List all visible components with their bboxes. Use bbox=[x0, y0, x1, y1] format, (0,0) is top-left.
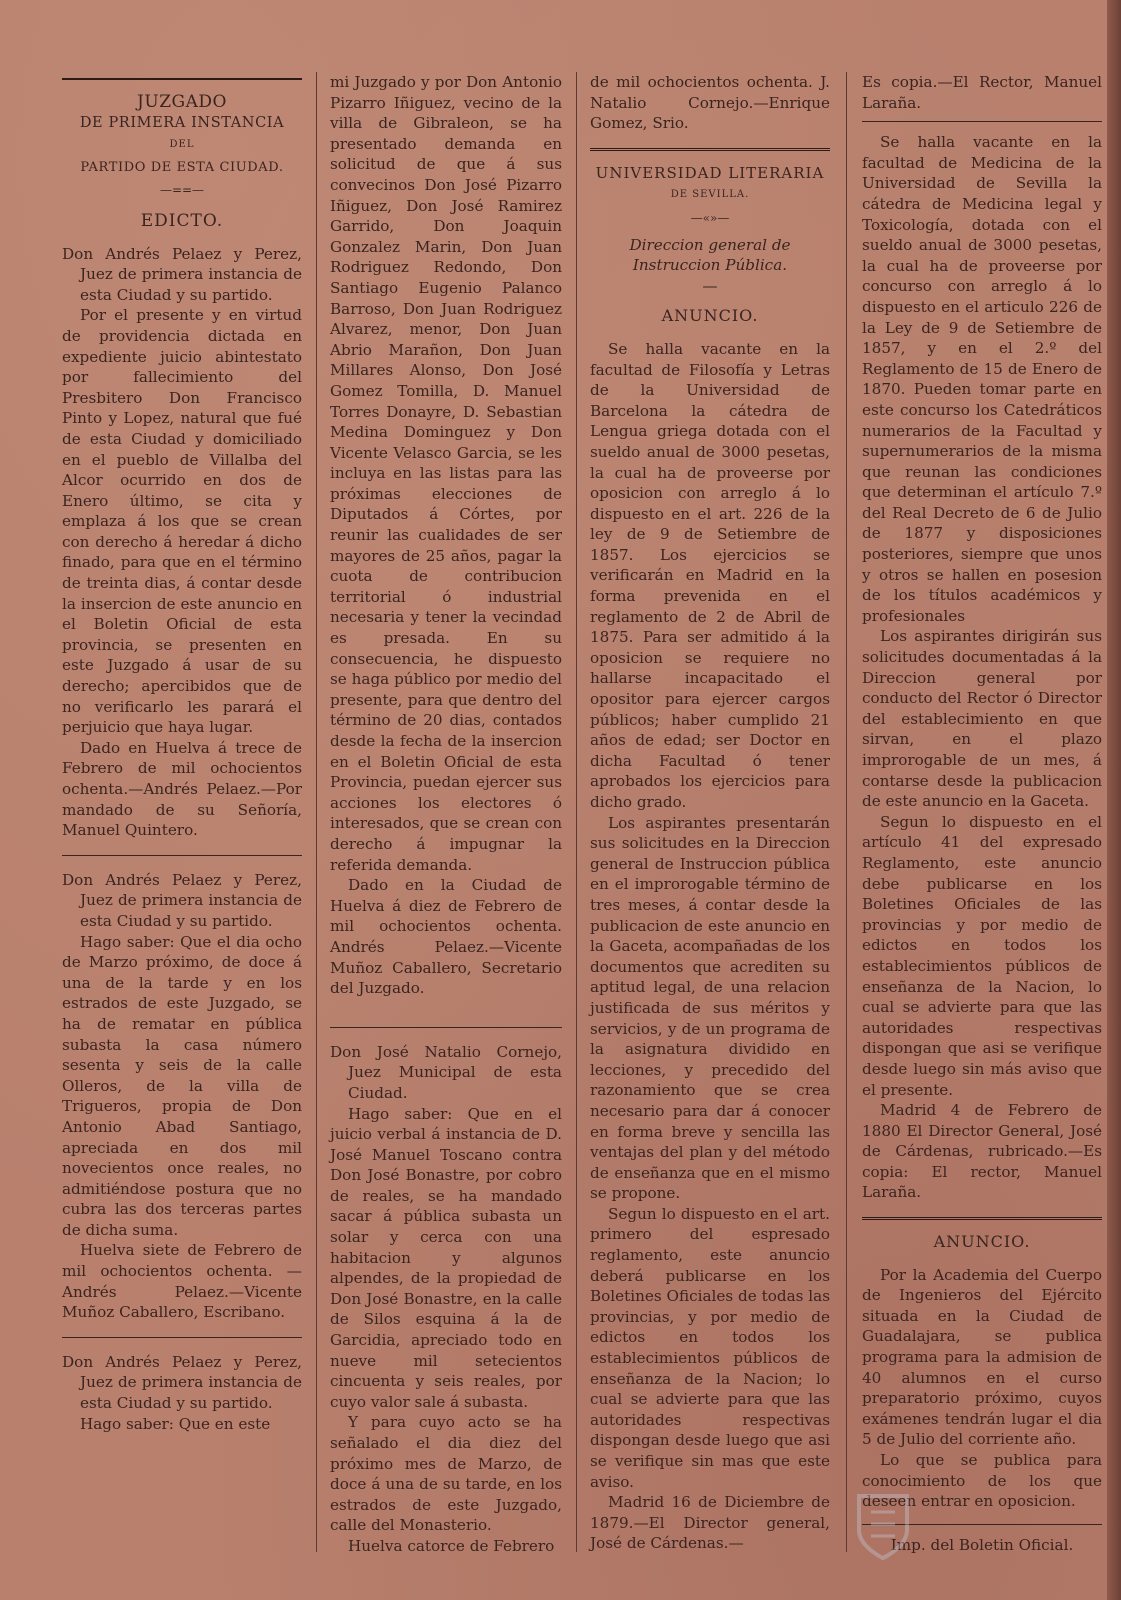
medicine-vacancy: Se halla vacante en la facultad de Medicina de la Universidad de Sevilla la cátedra de Medicina legal y Toxicología, dotada con el sueldo anual de 3000 pesetas, la cual ha de proveerse por concurso con arreglo á lo dispuesto en el articulo 226 de la Ley de 9 de Setiembre de 1857, y en el 2.º del Reglamento de 15 de Enero de 1870. Pueden tomar parte en este concurso los Catedráticos numerarios de la Facultad y supernumerarios de la misma que reunan las condiciones que determinan el artículo 7.º del Real Decreto de 6 de Julio de 1877 y disposiciones posteriores, siempre que unos y otros se hallen en posesion de los títulos académicos y profesionales bbox=[862, 133, 1102, 625]
edicto-heading: EDICTO. bbox=[140, 210, 224, 231]
anuncio-signature: Madrid 16 de Diciembre de 1879.—El Director general, José de Cárdenas.— bbox=[590, 1493, 830, 1553]
academy-note: Lo que se publica para conocimiento de los que deseen entrar en oposicion. bbox=[862, 1451, 1102, 1511]
dash: — bbox=[702, 276, 718, 295]
imprint: Imp. del Boletin Oficial. bbox=[890, 1535, 1074, 1554]
column-4 bbox=[862, 72, 1102, 1580]
municipal-continuation: de mil ochocientos ochenta. J. Natalio Cornejo.—Enrique Gomez, Srio. bbox=[590, 73, 830, 133]
municipal-header: Don José Natalio Cornejo, Juez Municipal de esta Ciudad. bbox=[330, 1042, 562, 1102]
column-1 bbox=[62, 72, 302, 1580]
separator-rule bbox=[330, 1027, 562, 1028]
edict-2-body: Hago saber: Que el dia ocho de Marzo próximo, de doce á una de la tarde y en los estrados de este Juzgado, se ha de rematar en pública subasta la casa número sesenta y seis de la calle Olleros, de la villa de Trigueros, propia de Don Antonio Abad Santiago, apreciada en dos mil novecientos once reales, no admitiéndose postura que no cubra las dos terceras partes de dicha suma. bbox=[62, 932, 302, 1239]
edict-1-signature: Dado en Huelva á trece de Febrero de mil ochocientos ochenta.—Andrés Pelaez.—Por mandado de su Señoría, Manuel Quintero. bbox=[62, 738, 302, 840]
edict-2-header: Don Andrés Pelaez y Perez, Juez de primera instancia de esta Ciudad y su partido. bbox=[62, 870, 302, 930]
column-divider bbox=[846, 72, 847, 1552]
municipal-date: Y para cuyo acto se ha señalado el dia diez del próximo mes de Marzo, de doce á una de su tarde, en los estrados de este Juzgado, calle del Monasterio. bbox=[330, 1413, 562, 1535]
direction-title: Direccion general de Instruccion Pública. bbox=[629, 235, 791, 275]
copy-note: Es copia.—El Rector, Manuel Laraña. bbox=[862, 73, 1102, 112]
demand-body: mi Juzgado y por Don Antonio Pizarro Iñiguez, vecino de la villa de Gibraleon, se ha presentado demanda en solicitud de que á sus convecinos Don José Pizarro Iñiguez, Don José Ramirez Garrido, Don Joaquin Gonzalez Marin, Don Juan Rodriguez Redondo, Don Santiago Eugenio Palanco Barroso, Don Juan Rodriguez Alvarez, menor, Don Juan Abrio Marañon, Don Juan Millares Alonso, Don José Gomez Tomilla, D. Manuel Torres Donayre, D. Sebastian Medina Dominguez y Don Vicente Velasco Garcia, se les incluya en las listas para las próximas elecciones de Diputados á Córtes, por reunir las cualidades de ser mayores de 25 años, pagar la cuota de contribucion territorial ó industrial necesaria y tener la vecindad es presada. En su consecuencia, he dispuesto se haga público por medio del presente, para que dentro del término de 20 dias, contados desde la fecha de la insercion en el Boletin Oficial de esta Provincia, puedan ejercer sus acciones los electores ó interesados, que se crean con derecho á impugnar la referida demanda. bbox=[330, 73, 562, 874]
medicine-publication: Segun lo dispuesto en el artículo 41 del expresado Reglamento, este anuncio debe publicarse en los Boletines Oficiales de las provincias y por medio de edictos en todos los establecimientos públicos de enseñanza de la Nacion, lo cual se advierte para que las autoridades respectivas dispongan que asi se verifique desde luego sin más aviso que el presente. bbox=[862, 812, 1102, 1099]
university-subtitle: DE SEVILLA. bbox=[670, 189, 750, 201]
double-rule bbox=[862, 1217, 1102, 1220]
academy-notice: Por la Academia del Cuerpo de Ingenieros del Ejército situada en la Ciudad de Guadalajara, se publica programa para la admision de 40 alumnos en el curso preparatorio próximo, cuyos exámenes tendrán lugar el dia 5 de Julio del corriente año. bbox=[862, 1265, 1102, 1449]
edict-3-header: Don Andrés Pelaez y Perez, Juez de primera instancia de esta Ciudad y su partido. bbox=[62, 1352, 302, 1413]
column-divider bbox=[576, 72, 577, 1552]
court-subtitle: DE PRIMERA INSTANCIA bbox=[79, 114, 285, 131]
medicine-applicants: Los aspirantes dirigirán sus solicitudes documentadas á la Direccion general por conducto del Rector ó Director del establecimiento en que sirvan, en el plazo improrogable de un mes, á contarse desde la publicacion de este anuncio en la Gaceta. bbox=[862, 627, 1102, 811]
ornament: —«»— bbox=[690, 210, 730, 225]
municipal-place: Huelva catorce de Febrero bbox=[348, 1536, 555, 1555]
edict-1-header: Don Andrés Pelaez y Perez, Juez de primera instancia de esta Ciudad y su partido. bbox=[62, 244, 302, 304]
university-title: UNIVERSIDAD LITERARIA bbox=[595, 163, 825, 182]
page-edge bbox=[1107, 0, 1121, 1600]
separator-rule bbox=[862, 121, 1102, 122]
edict-2-signature: Huelva siete de Febrero de mil ochocientos ochenta. —Andrés Pelaez.—Vicente Muñoz Caballero, Escribano. bbox=[62, 1241, 302, 1322]
court-del: DEL bbox=[169, 139, 195, 151]
anuncio-heading: ANUNCIO. bbox=[661, 306, 759, 326]
anuncio-body-3: Segun lo dispuesto en el art. primero del espresado reglamento, este anuncio deberá publicarse en los Boletines Oficiales de todas las provincias, y por medio de edictos en todos los establecimientos públicos de enseñanza de la Nacion; lo cual se advierte para que las autoridades respectivas dispongan desde luego que asi se verifique sin mas que este aviso. bbox=[590, 1204, 830, 1491]
top-rule bbox=[62, 78, 302, 80]
double-rule bbox=[590, 148, 830, 151]
separator-rule bbox=[62, 855, 302, 856]
column-3 bbox=[590, 72, 830, 1580]
municipal-body: Hago saber: Que en el juicio verbal á instancia de D. José Manuel Toscano contra Don José Bonastre, por cobro de reales, se ha mandado sacar á pública subasta un solar y cerca con una habitacion y algunos alpendes, de la propiedad de Don José Bonastre, en la calle de Silos esquina á la de Garcidia, apreciado todo en nueve mil setecientos cincuenta y seis reales, por cuyo valor sale á subasta. bbox=[330, 1104, 562, 1411]
anuncio-body-1: Se halla vacante en la facultad de Filosofía y Letras de la Universidad de Barcelona la cátedra de Lengua griega dotada con el sueldo anual de 3000 pesetas, la cual ha de proveerse por oposicion con arreglo á lo dispuesto en el art. 226 de la ley de 9 de Setiembre de 1857. Los ejercicios se verificarán en Madrid en la forma prevenida en el reglamento de 2 de Abril de 1875. Para ser admitido á la oposicion se requiere no hallarse incapacitado el opositor para ejercer cargos públicos; haber cumplido 21 años de edad; ser Doctor en dicha Facultad ó tener aprobados los ejercicios para dicho grado. bbox=[590, 339, 830, 811]
separator-rule bbox=[62, 1337, 302, 1338]
shield-icon bbox=[855, 1492, 911, 1562]
court-district: PARTIDO DE ESTA CIUDAD. bbox=[80, 159, 284, 175]
edict-1-body: Por el presente y en virtud de providencia dictada en expediente juicio abintestato por fallecimiento del Presbitero Don Francisco Pinto y Lopez, natural que fué de esta Ciudad y domiciliado en el pueblo de Villalba del Alcor ocurrido en dos de Enero último, se cita y emplaza á los que se crean con derecho á heredar á dicho finado, para que en el término de treinta dias, á contar desde la insercion de este anuncio en el Boletin Oficial de esta provincia, se presenten en este Juzgado á usar de su derecho; apercibidos que de no verificarlo les parará el perjuicio que haya lugar. bbox=[62, 306, 302, 737]
ornament: —==— bbox=[159, 183, 205, 198]
archive-watermark bbox=[855, 1492, 1075, 1582]
demand-signature: Dado en la Ciudad de Huelva á diez de Febrero de mil ochocientos ochenta. Andrés Pelaez.—Vicente Muñoz Caballero, Secretario del Juzgado. bbox=[330, 876, 562, 998]
column-divider bbox=[316, 72, 317, 1552]
medicine-signature: Madrid 4 de Febrero de 1880 El Director General, José de Cárdenas, rubricado.—Es copia: El rector, Manuel Laraña. bbox=[862, 1101, 1102, 1202]
anuncio-heading: ANUNCIO. bbox=[933, 1232, 1031, 1252]
edict-3-body: Hago saber: Que en este bbox=[80, 1414, 271, 1433]
column-2 bbox=[330, 72, 562, 1580]
court-title: JUZGADO bbox=[137, 92, 227, 112]
anuncio-body-2: Los aspirantes presentarán sus solicitudes en la Direccion general de Instruccion pública en el improrogable término de tres meses, á contar desde la publicacion de este anuncio en la Gaceta, acompañadas de los documentos que acrediten su aptitud legal, de una relacion justificada de sus méritos y servicios, y de un programa de la asignatura dividido en lecciones, y precedido del razonamiento que se crea necesario para dar á conocer en forma breve y sencilla las ventajas del plan y del método de enseñanza que en el mismo se propone. bbox=[590, 813, 830, 1203]
